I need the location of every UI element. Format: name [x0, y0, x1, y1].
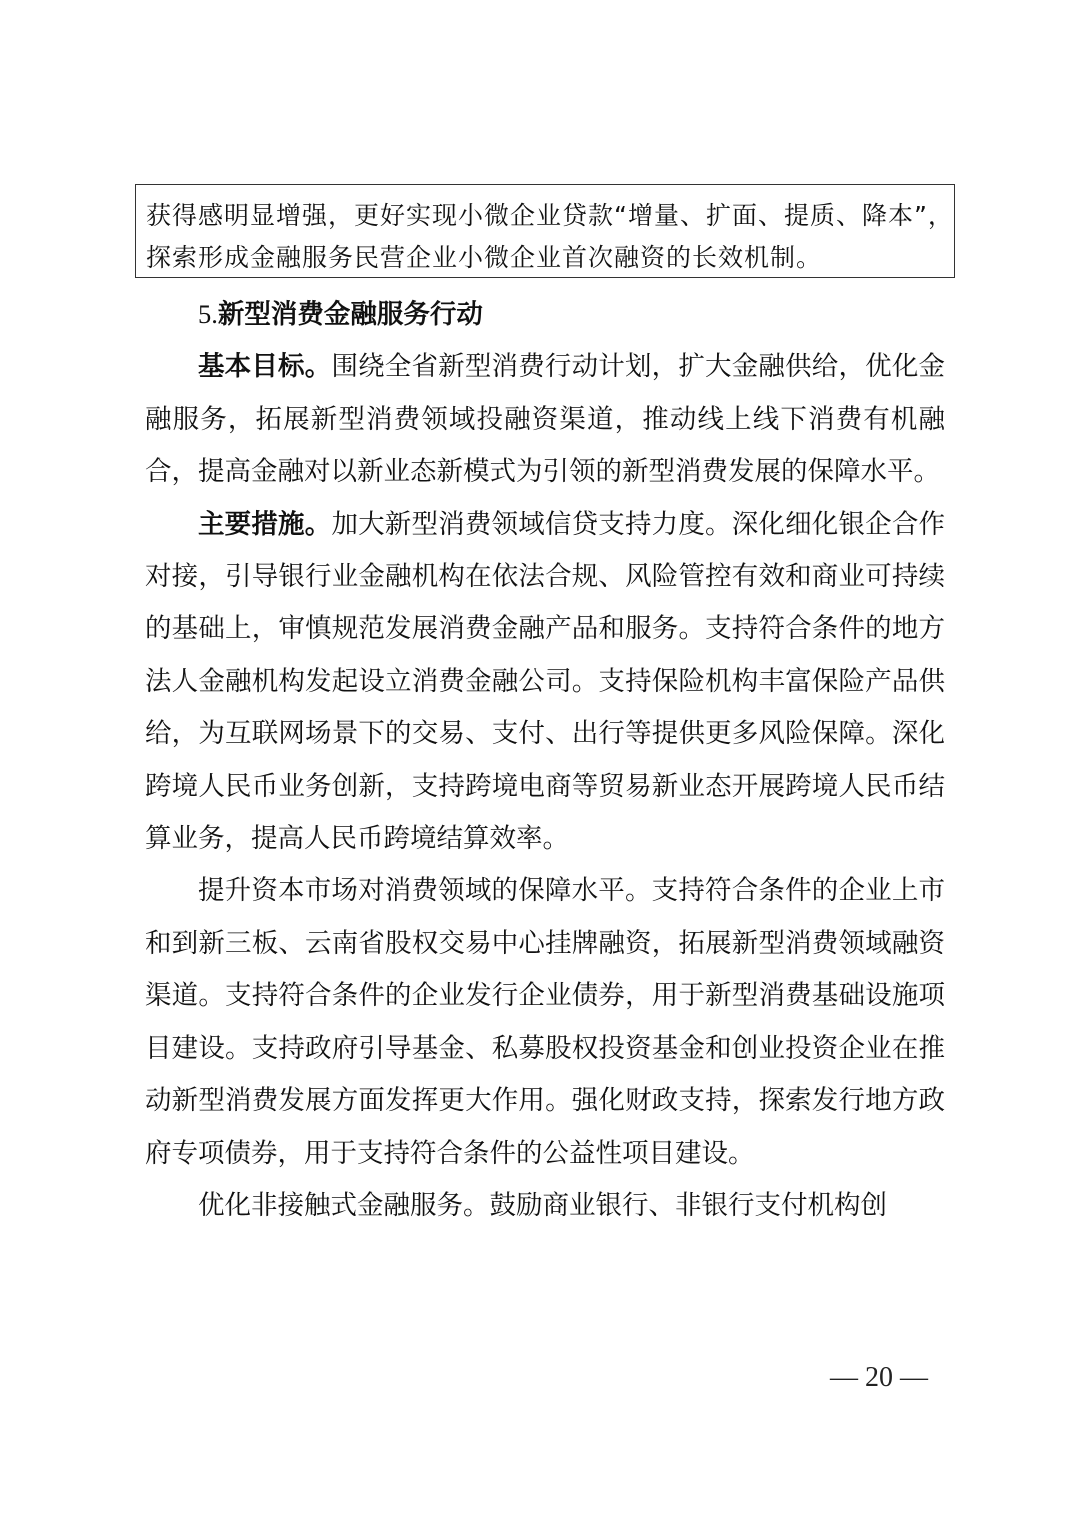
main-content — [145, 288, 945, 1232]
paragraph-capital-market — [145, 865, 945, 1179]
section-heading — [145, 288, 945, 341]
paragraph-basic-goal — [145, 341, 945, 498]
section-title: 新型消费金融服务行动 — [217, 299, 483, 330]
paragraph-main-measures — [145, 499, 945, 866]
paragraph-lead: 主要措施。 — [198, 508, 332, 540]
boxed-line-1: 获得感明显增强，更好实现小微企业贷款“增量、扩面、提质、降本”， — [146, 201, 954, 230]
paragraph-contactless-service — [145, 1180, 945, 1232]
continued-text-box — [135, 184, 955, 278]
paragraph-text: 提升资本市场对消费领域的保障水平。支持符合条件的企业上市和到新三板、云南省股权交易中心挂牌融资，拓展新型消费领域融资渠道。支持符合条件的企业发行企业债券，用于新型消费基础设施项目建设。支持政府引导基金、私募股权投资基金和创业投资企业在推动新型消费发展方面发挥更大作用。强化财政支持，探索发行地方政府专项债券，用于支持符合条件的公益性项目建设。 — [145, 875, 945, 1169]
boxed-line-2: 探索形成金融服务民营企业小微企业首次融资的长效机制。 — [146, 243, 823, 272]
paragraph-text: 加大新型消费领域信贷支持力度。深化细化银企合作对接，引导银行业金融机构在依法合规、风险管控有效和商业可持续的基础上，审慎规范发展消费金融产品和服务。支持符合条件的地方法人金融机构发起设立消费金融公司。支持保险机构丰富保险产品供给，为互联网场景下的交易、支付、出行等提供更多风险保障。深化跨境人民币业务创新，支持跨境电商等贸易新业态开展跨境人民币结算业务，提高人民币跨境结算效率。 — [145, 508, 946, 855]
paragraph-lead: 基本目标。 — [198, 351, 332, 383]
paragraph-text: 优化非接触式金融服务。鼓励商业银行、非银行支付机构创 — [198, 1189, 887, 1221]
paragraph-text: 围绕全省新型消费行动计划，扩大金融供给，优化金融服务，拓展新型消费领域投融资渠道，推动线上线下消费有机融合，提高金融对以新业态新模式为引领的新型消费发展的保障水平。 — [145, 351, 946, 488]
section-number: 5. — [198, 299, 218, 329]
page-number: — 20 — — [830, 1362, 928, 1393]
